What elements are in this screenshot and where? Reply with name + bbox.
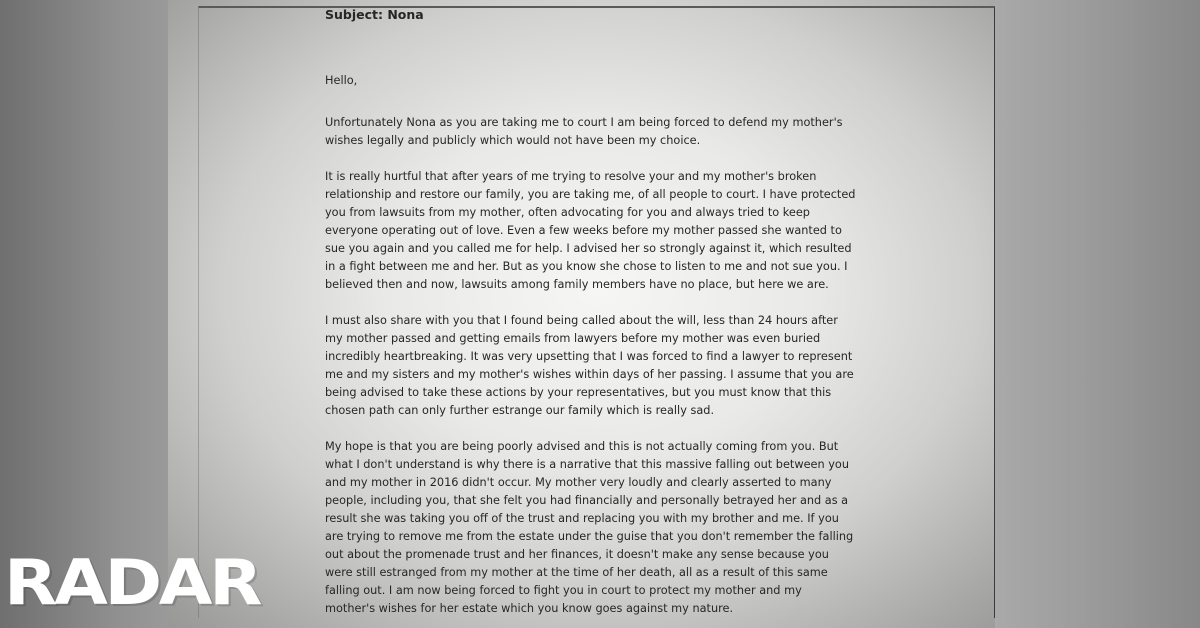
- background-right: [995, 0, 1200, 628]
- email-paragraph-2: [325, 168, 885, 294]
- paragraph-line: relationship and restore our family, you are taking me, of all people to court. I have protected: [325, 188, 856, 201]
- email-paragraph-3: [325, 312, 885, 420]
- background-left: [0, 0, 168, 628]
- paragraph-line: being advised to take these actions by your representatives, but you must know that this: [325, 386, 832, 399]
- email-paragraph-1: [325, 114, 885, 150]
- paragraph-line: people, including you, that she felt you had financially and personally betrayed her and as a: [325, 494, 849, 507]
- paragraph-line: It is really hurtful that after years of me trying to resolve your and my mother's broken: [325, 170, 817, 183]
- letter-photo: [168, 0, 995, 628]
- paragraph-line: incredibly heartbreaking. It was very upsetting that I was forced to find a lawyer to represent: [325, 350, 853, 363]
- paragraph-line: me and my sisters and my mother's wishes within days of her passing. I assume that you are: [325, 368, 854, 381]
- paragraph-line: were still estranged from my mother at the time of her death, all as a result of this same: [325, 566, 828, 579]
- paragraph-line: My hope is that you are being poorly advised and this is not actually coming from you. But: [325, 440, 839, 453]
- paragraph-line: mother's wishes for her estate which you know goes against my nature.: [325, 602, 734, 615]
- email-subject: Subject: Nona: [325, 7, 424, 22]
- paragraph-line: you from lawsuits from my mother, often advocating for you and always tried to keep: [325, 206, 810, 219]
- paragraph-line: falling out. I am now being forced to fight you in court to protect my mother and my: [325, 584, 802, 597]
- email-greeting: Hello,: [325, 74, 358, 87]
- radar-logo: RADAR: [4, 546, 260, 619]
- paragraph-line: I must also share with you that I found being called about the will, less than 24 hours after: [325, 314, 838, 327]
- paragraph-line: Unfortunately Nona as you are taking me to court I am being forced to defend my mother's: [325, 116, 843, 129]
- paragraph-line: my mother passed and getting emails from lawyers before my mother was even buried: [325, 332, 821, 345]
- paragraph-line: what I don't understand is why there is a narrative that this massive falling out between you: [325, 458, 849, 471]
- paragraph-line: in a fight between me and her. But as you know she chose to listen to me and not sue you. I: [325, 260, 848, 273]
- paragraph-line: result she was taking you off of the trust and replacing you with my brother and me. If you: [325, 512, 839, 525]
- paragraph-line: believed then and now, lawsuits among family members have no place, but here we are.: [325, 278, 829, 291]
- paragraph-line: wishes legally and publicly which would not have been my choice.: [325, 134, 701, 147]
- paragraph-line: are trying to remove me from the estate under the guise that you don't remember the falling: [325, 530, 854, 543]
- paragraph-line: and my mother in 2016 didn't occur. My mother very loudly and clearly asserted to many: [325, 476, 832, 489]
- paragraph-line: out about the promenade trust and her finances, it doesn't make any sense because you: [325, 548, 829, 561]
- paragraph-line: everyone operating out of love. Even a few weeks before my mother passed she wanted to: [325, 224, 842, 237]
- paragraph-line: sue you again and you called me for help. I advised her so strongly against it, which resulted: [325, 242, 852, 255]
- paragraph-line: chosen path can only further estrange our family which is really sad.: [325, 404, 715, 417]
- email-letter: [325, 6, 885, 615]
- email-paragraph-4: [325, 438, 885, 618]
